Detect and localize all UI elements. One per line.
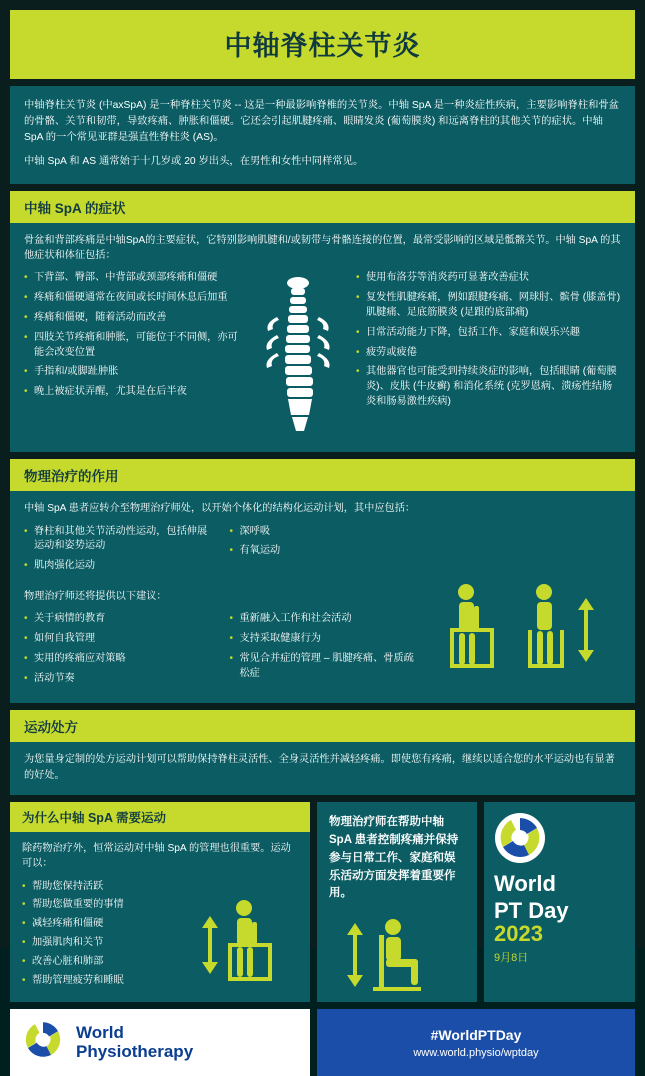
intro-paragraph-2: 中轴 SpA 和 AS 通常始于十几岁或 20 岁出头，在男性和女性中同样常见。	[24, 155, 364, 167]
list-item: • 加强肌肉和关节	[22, 936, 298, 951]
physio-lead: 中轴 SpA 患者应转介至物理治疗师处，以开始个体化的结构化运动计划，其中应包括：	[24, 503, 416, 515]
symptoms-list-right	[356, 271, 621, 409]
list-item: • 晚上被症状弄醒，尤其是在后半夜	[24, 385, 239, 400]
prescription-text: 为您量身定制的处方运动计划可以帮助保持脊柱灵活性、全身灵活性并减轻疼痛。即使您有疼痛，继续以适合您的水平运动也有显著的好处。	[24, 754, 615, 781]
wptday-line1: World	[494, 871, 556, 897]
list-item: • 帮助您做重要的事情	[22, 898, 298, 913]
symptoms-section	[10, 191, 635, 453]
hashtag-text: #WorldPTDay	[430, 1026, 522, 1043]
list-item: • 帮助您保持活跃	[22, 880, 298, 895]
footer-row	[10, 1009, 635, 1076]
world-physiotherapy-footer	[10, 1009, 310, 1076]
physio-heading: 物理治疗的作用	[10, 459, 635, 491]
symptoms-body	[10, 223, 635, 453]
physio-advice-right	[230, 612, 422, 681]
list-item: • 活动节奏	[24, 672, 216, 687]
list-item: • 四肢关节疼痛和肿胀，可能位于不同侧，亦可能会改变位置	[24, 331, 239, 361]
list-item: • 疼痛和僵硬，随着活动而改善	[24, 311, 239, 326]
list-item: • 疲劳或疲倦	[356, 346, 621, 361]
why-lead: 除药物治疗外，恒常运动对中轴 SpA 的管理也很重要。运动可以：	[22, 843, 291, 870]
list-item: • 关于病情的教育	[24, 612, 216, 627]
prescription-heading: 运动处方	[10, 710, 635, 742]
symptoms-list-left	[24, 271, 239, 399]
why-exercise-section	[10, 802, 310, 1002]
physio-list-left	[24, 525, 216, 574]
list-item: • 日常活动能力下降，包括工作、家庭和娱乐兴趣	[356, 326, 621, 341]
physio-advice-lead: 物理治疗师还将提供以下建议：	[24, 591, 167, 603]
list-item: • 深呼吸	[230, 525, 422, 540]
org-name-line1: World	[76, 1023, 124, 1043]
why-heading: 为什么中轴 SpA 需要运动	[10, 802, 310, 832]
physio-role-section	[10, 459, 635, 703]
list-item: • 手指和/或脚趾肿胀	[24, 365, 239, 380]
list-item: • 如何自我管理	[24, 632, 216, 647]
list-item: • 实用的疼痛应对策略	[24, 652, 216, 667]
prescription-body	[10, 742, 635, 795]
bottom-row	[10, 802, 635, 1002]
hashtag-block	[317, 1009, 635, 1076]
list-item: • 减轻疼痛和僵硬	[22, 917, 298, 932]
spine-illustration	[245, 271, 350, 440]
wptday-date: 9月8日	[494, 952, 529, 965]
list-item: • 支持采取健康行为	[230, 632, 422, 647]
list-item: • 肌肉强化运动	[24, 559, 216, 574]
website-url[interactable]: www.world.physio/wptday	[413, 1046, 539, 1059]
page-title: 中轴脊柱关节炎	[224, 31, 421, 61]
wptday-year: 2023	[494, 920, 543, 946]
walker-illustration	[192, 896, 302, 996]
list-item: • 常见合并症的管理 – 肌腱疼痛、骨质疏松症	[230, 652, 422, 682]
list-item: • 重新融入工作和社会活动	[230, 612, 422, 627]
physio-body	[10, 491, 635, 703]
physio-list-right	[230, 525, 422, 560]
world-physiotherapy-logo-icon	[20, 1017, 66, 1068]
intro-section	[10, 86, 635, 184]
wptday-line2: PT Day	[494, 897, 569, 923]
list-item: • 使用布洛芬等消炎药可显著改善症状	[356, 271, 621, 286]
exercise-prescription-section	[10, 710, 635, 795]
physio-advice-left	[24, 612, 216, 686]
seated-person-illustration	[317, 915, 477, 1001]
org-name-line2: Physiotherapy	[76, 1041, 194, 1061]
list-item: • 下背部、臀部、中背部或颈部疼痛和僵硬	[24, 271, 239, 286]
wptday-block	[484, 802, 635, 1002]
world-physiotherapy-logo-icon	[494, 812, 625, 869]
symptoms-heading: 中轴 SpA 的症状	[10, 191, 635, 223]
symptoms-lead: 骨盆和背部疼痛是中轴SpA的主要症状，它特别影响肌腱和/或韧带与骨骼连接的位置，最常受影响的区域是骶髂关节。中轴 SpA 的其他症状和体征包括：	[24, 234, 621, 262]
list-item: • 脊柱和其他关节活动性运动，包括伸展运动和姿势运动	[24, 525, 216, 555]
physio-illustration	[431, 501, 621, 691]
list-item: • 有氧运动	[230, 544, 422, 559]
list-item: • 帮助管理疲劳和睡眠	[22, 974, 298, 989]
list-item: • 其他器官也可能受到持续炎症的影响，包括眼睛 (葡萄膜炎)、皮肤 (牛皮癣) 和消化系统 (克罗恩病、溃疡性结肠炎和肠易激性疾病)	[356, 365, 621, 409]
list-item: • 疼痛和僵硬通常在夜间或长时间休息后加重	[24, 291, 239, 306]
list-item: • 改善心脏和肺部	[22, 955, 298, 970]
why-body	[10, 832, 310, 1002]
callout-text: 物理治疗师在帮助中轴 SpA 患者控制疼痛并保持参与日常工作、家庭和娱乐活动方面发挥着重要作用。	[329, 816, 459, 900]
list-item: • 复发性肌腱疼痛，例如跟腱疼痛、网球肘、髌骨 (膝盖骨) 肌腱痛、足底筋膜炎 (足跟的底部痛)	[356, 291, 621, 321]
poster-title-band	[10, 10, 635, 79]
intro-paragraph-1: 中轴脊柱关节炎 (中axSpA) 是一种脊柱关节炎 -- 这是一种最影响脊椎的关节炎。中轴 SpA 是一种炎症性疾病，主要影响脊柱和骨盆的骨骼、关节和韧带，导致疼痛、肿胀和僵硬。它还会引起肌腱疼痛、眼睛发炎 (葡萄膜炎) 和远离脊柱的其他关节的症状。中轴 SpA 的一个常见亚群是强直性脊柱炎 (AS)。	[24, 100, 619, 143]
callout-section	[317, 802, 477, 1002]
